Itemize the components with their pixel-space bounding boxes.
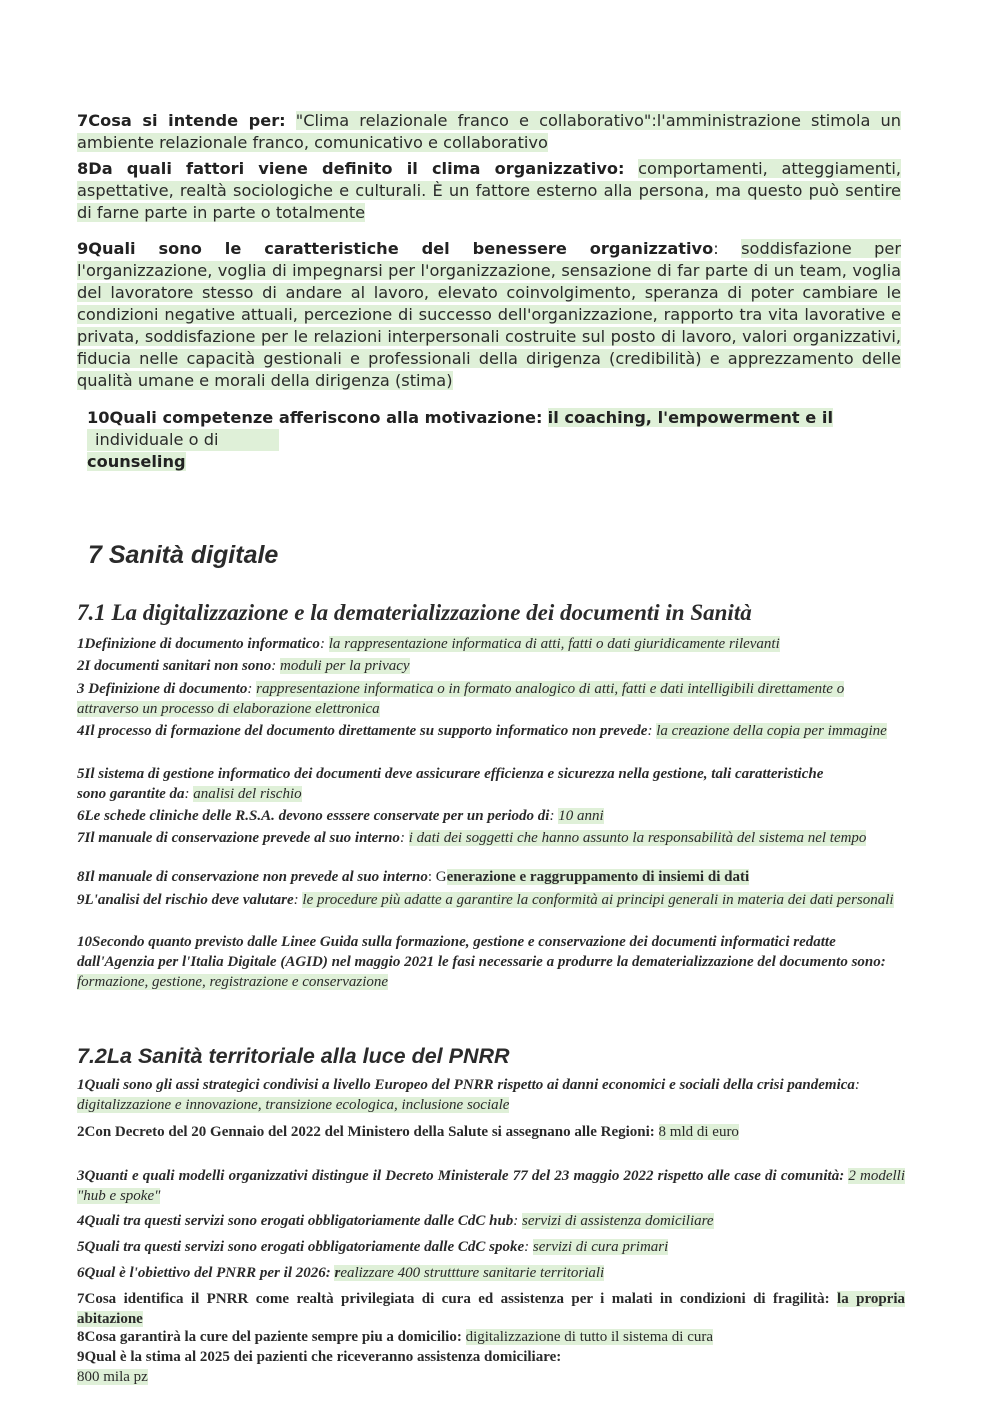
s1-question-5: 5Il sistema di gestione informatico dei documenti deve assicurare efficienza e sicurezza nella gestione, tali caratteristiche sono garantite da: analisi del rischio — [77, 766, 824, 802]
s1-question-9: 9L'analisi del rischio deve valutare: le procedure più adatte a garantire la conformità ai principi generali in materia dei dati personali — [77, 892, 894, 908]
s2-question-5: 5Quali tra questi servizi sono erogati obbligatoriamente dalle CdC spoke: servizi di cura primari — [77, 1239, 669, 1255]
question-label: 5Quali tra questi servizi sono erogati obbligatoriamente dalle CdC spoke — [77, 1239, 525, 1255]
s1-question-1: 1Definizione di documento informatico: la rappresentazione informatica di atti, fatti o dati giuridicamente rilevanti — [77, 636, 780, 652]
question-label: 9Quali sono le caratteristiche del benessere organizzativo — [77, 239, 714, 258]
answer-text: 10 anni — [558, 808, 604, 824]
question-label: 6Le schede cliniche delle R.S.A. devono esssere conservate per un periodo di — [77, 808, 550, 824]
answer-text: 8 mld di euro — [658, 1124, 739, 1140]
answer-text-a: il coaching, l'empowerment e il — [547, 408, 834, 427]
answer-initial: r — [334, 1265, 341, 1281]
answer-text: rappresentazione informatica o in formato analogico di atti, fatti e dati intelligibili direttamente o attraverso un processo di elaborazione elettronica — [77, 681, 845, 717]
s1-question-7: 7Il manuale di conservazione prevede al suo interno: i dati dei soggetti che hanno assunto la responsabilità del sistema nel tempo — [77, 830, 867, 846]
question-label: 9Qual è la stima al 2025 dei pazienti che riceveranno assistenza domiciliare: — [77, 1349, 562, 1365]
answer-text: servizi di assistenza domiciliare — [522, 1213, 714, 1229]
question-label: 2Con Decreto del 20 Gennaio del 2022 del Ministero della Salute si assegnano alle Regioni: — [77, 1124, 655, 1140]
chapter-title: 7 Sanità digitale — [88, 541, 279, 569]
question-9-benessere — [77, 238, 901, 392]
question-colon: : — [713, 239, 719, 258]
question-label: 5Il sistema di gestione informatico dei documenti deve assicurare efficienza e sicurezza nella gestione, tali caratteristiche sono garantite da — [77, 766, 824, 802]
question-label: 7Il manuale di conservazione prevede al suo interno — [77, 830, 400, 846]
s2-question-7 — [77, 1289, 905, 1329]
s1-question-2: 2I documenti sanitari non sono: moduli per la privacy — [77, 658, 410, 674]
question-label: 3 Definizione di documento — [77, 681, 248, 697]
answer-text: enerazione e raggruppamento di insiemi di dati — [446, 869, 750, 885]
question-label: 8Il manuale di conservazione non prevede al suo interno — [77, 869, 428, 885]
answer-text: 800 mila pz — [77, 1369, 148, 1385]
s1-question-8: 8Il manuale di conservazione non prevede al suo interno: Generazione e raggruppamento di insiemi di dati — [77, 869, 750, 885]
question-label: 9L'analisi del rischio deve valutare — [77, 892, 294, 908]
answer-text: servizi di cura primari — [532, 1239, 669, 1255]
question-label: 2I documenti sanitari non sono — [77, 658, 272, 674]
answer-text-c: counseling — [87, 452, 186, 471]
question-label: 3Quanti e quali modelli organizzativi distingue il Decreto Ministerale 77 del 23 maggio 2022 rispetto alle case di comunità: — [77, 1168, 845, 1184]
answer-initial: G — [435, 869, 447, 885]
answer-text: moduli per la privacy — [279, 658, 410, 674]
question-8-clima — [77, 158, 901, 224]
answer-text: la creazione della copia per immagine — [656, 723, 887, 739]
answer-text: digitalizzazione e innovazione, transizione ecologica, inclusione sociale — [77, 1097, 510, 1113]
question-label: 10Secondo quanto previsto dalle Linee Guida sulla formazione, gestione e conservazione dei documenti informatici redatte dall'Agenzia per l'Italia Digitale (AGID) nel maggio 2021 le fasi necessarie a produrre la dematerializzazione del documento sono: — [77, 934, 886, 970]
question-label: 8Da quali fattori viene definito il clima organizzativo: — [77, 159, 625, 178]
question-label: 1Definizione di documento informatico — [77, 636, 320, 652]
s1-question-10 — [77, 932, 911, 992]
question-label: 6Qual è l'obiettivo del PNRR per il 2026: — [77, 1265, 331, 1281]
question-label: 7Cosa si intende per: — [77, 111, 286, 130]
s1-question-4: 4Il processo di formazione del documento direttamente su supporto informatico non prevede: la creazione della copia per immagine — [77, 723, 887, 739]
s1-question-3: 3 Definizione di documento: rappresentazione informatica o in formato analogico di atti, fatti e dati intelligibili direttamente o attraverso un processo di elaborazione elettronica — [77, 681, 845, 717]
s2-question-9 — [77, 1347, 911, 1387]
answer-text-b: individuale o di — [87, 429, 279, 451]
section-7-1-title: 7.1 La digitalizzazione e la dematerializzazione dei documenti in Sanità — [77, 600, 752, 625]
s2-question-4: 4Quali tra questi servizi sono erogati obbligatoriamente dalle CdC hub: servizi di assistenza domiciliare — [77, 1213, 714, 1229]
answer-text: formazione, gestione, registrazione e conservazione — [77, 974, 389, 990]
question-label: 1Quali sono gli assi strategici condivisi a livello Europeo del PNRR rispetto ai danni economici e sociali della crisi pandemica — [77, 1077, 855, 1093]
answer-text: "Clima relazionale franco e collaborativo":l'amministrazione stimola un ambiente relazionale franco, comunicativo e collaborativo — [77, 111, 901, 152]
s2-question-3 — [77, 1166, 905, 1206]
s2-question-8 — [77, 1327, 911, 1347]
question-7-clima — [77, 110, 901, 154]
answer-text: soddisfazione per l'organizzazione, voglia di impegnarsi per l'organizzazione, sensazione di far parte di un team, voglia del lavoratore stesso di andare al lavoro, elevato coinvolgimento, speranza di poter cambiare le condizioni negative attuali, percezione di successo dell'organizzazione, rapporto tra vita lavorative e privata, soddisfazione per le relazioni interpersonali costruite sul posto di lavoro, valori organizzativi, fiducia nelle capacità gestionali e professionali della dirigenza (credibilità) e apprezzamento delle qualità umane e morali della dirigenza (stima) — [77, 239, 901, 390]
question-10-motivazione — [87, 407, 917, 473]
answer-text: analisi del rischio — [193, 786, 302, 802]
s2-question-6 — [77, 1263, 911, 1283]
s1-question-6: 6Le schede cliniche delle R.S.A. devono esssere conservate per un periodo di: 10 anni — [77, 808, 604, 824]
s2-question-2 — [77, 1122, 897, 1142]
answer-text: comportamenti, atteggiamenti, aspettative, realtà sociologiche e culturali. È un fattore esterno alla persona, ma questo può sentire di farne parte in parte o totalmente — [77, 159, 901, 222]
answer-text: i dati dei soggetti che hanno assunto la responsabilità del sistema nel tempo — [408, 830, 867, 846]
section-7-2-title: 7.2La Sanità territoriale alla luce del PNRR — [77, 1044, 510, 1068]
question-label: 4Quali tra questi servizi sono erogati obbligatoriamente dalle CdC hub — [77, 1213, 514, 1229]
answer-text: le procedure più adatte a garantire la conformità ai principi generali in materia dei dati personali — [302, 892, 894, 908]
question-label: 8Cosa garantirà la cure del paziente sempre piu a domicilio: — [77, 1329, 462, 1345]
answer-text: la rappresentazione informatica di atti, fatti o dati giuridicamente rilevanti — [328, 636, 780, 652]
question-label: 10Quali competenze afferiscono alla motivazione: — [87, 408, 543, 427]
answer-text: la propria abitazione — [77, 1291, 906, 1327]
question-label: 4Il processo di formazione del documento direttamente su supporto informatico non prevede — [77, 723, 648, 739]
answer-text: 2 modelli "hub e spoke" — [77, 1168, 906, 1204]
s2-question-1: 1Quali sono gli assi strategici condivisi a livello Europeo del PNRR rispetto ai danni economici e sociali della crisi pandemica: digitalizzazione e innovazione, transizione ecologica, inclusione sociale — [77, 1077, 860, 1113]
answer-text: digitalizzazione di tutto il sistema di cura — [465, 1329, 714, 1345]
answer-text: ealizzare 400 struttture sanitarie territoriali — [340, 1265, 605, 1281]
question-label: 7Cosa identifica il PNRR come realtà privilegiata di cura ed assistenza per i malati in condizioni di fragilità: — [77, 1291, 830, 1307]
